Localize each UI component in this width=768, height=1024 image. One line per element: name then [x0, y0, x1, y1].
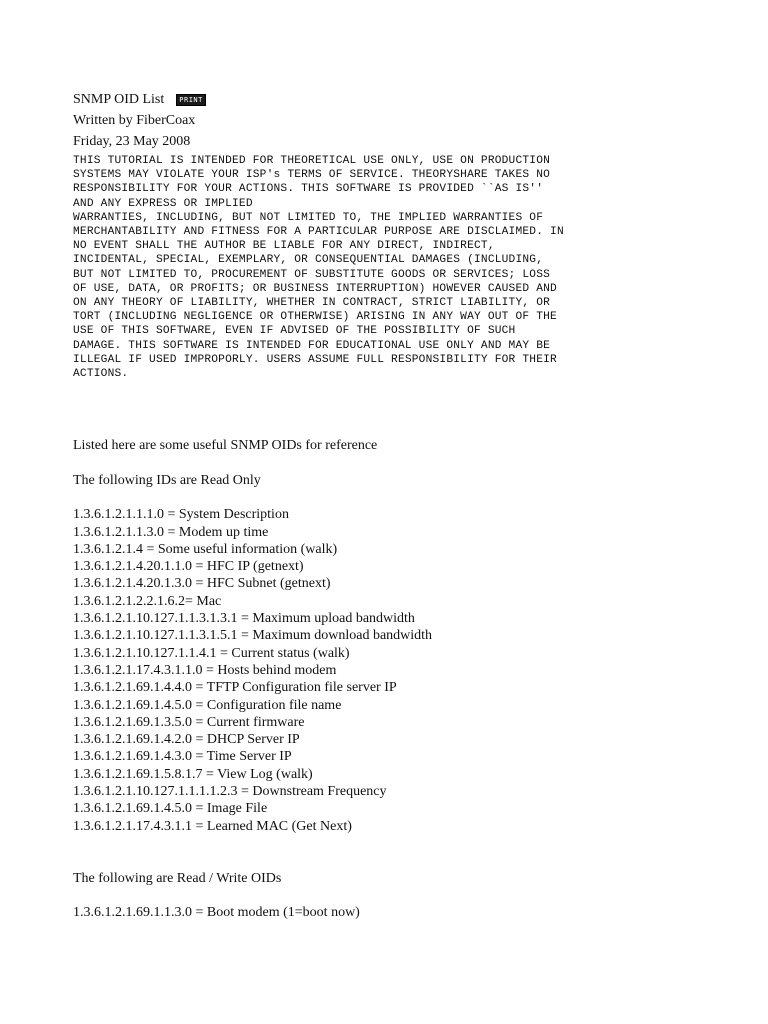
- oid-list-item: 1.3.6.1.2.1.2.2.1.6.2= Mac: [73, 593, 222, 609]
- read-only-oid-list: [73, 506, 633, 835]
- oid-list-item: 1.3.6.1.2.1.10.127.1.1.1.1.2.3 = Downstream Frequency: [73, 784, 387, 799]
- oid-list-item: 1.3.6.1.2.1.4.20.1.3.0 = HFC Subnet (getnext): [73, 576, 331, 592]
- oid-list-item: 1.3.6.1.2.1.69.1.4.5.0 = Image File: [73, 801, 268, 817]
- oid-list-item: 1.3.6.1.2.1.69.1.4.4.0 = TFTP Configuration file server IP: [73, 680, 397, 696]
- document-page: [73, 90, 633, 921]
- oid-list-item: 1.3.6.1.2.1.69.1.3.5.0 = Current firmware: [73, 714, 305, 730]
- print-icon[interactable]: PRINT: [176, 94, 206, 106]
- read-write-oid-list: [73, 904, 633, 921]
- author-line: Written by FiberCoax: [73, 113, 196, 128]
- oid-list-item: 1.3.6.1.2.1.69.1.4.3.0 = Time Server IP: [73, 749, 292, 765]
- title-row: [73, 90, 633, 110]
- oid-list-item: 1.3.6.1.2.1.1.3.0 = Modem up time: [73, 524, 269, 540]
- oid-list-item: 1.3.6.1.2.1.10.127.1.1.4.1 = Current status (walk): [73, 645, 350, 661]
- oid-list-item: 1.3.6.1.2.1.17.4.3.1.1.0 = Hosts behind modem: [73, 662, 337, 678]
- oid-list-item: 1.3.6.1.2.1.69.1.5.8.1.7 = View Log (walk): [73, 766, 313, 782]
- spacer: [73, 381, 633, 436]
- oid-list-item: 1.3.6.1.2.1.1.1.0 = System Description: [73, 507, 289, 523]
- oid-list-item: 1.3.6.1.2.1.4.20.1.1.0 = HFC IP (getnext): [73, 559, 304, 575]
- spacer: [73, 456, 633, 471]
- spacer: [73, 889, 633, 904]
- oid-list-item: 1.3.6.1.2.1.69.1.4.2.0 = DHCP Server IP: [73, 732, 300, 748]
- page-title: SNMP OID List: [73, 92, 165, 107]
- disclaimer-text: THIS TUTORIAL IS INTENDED FOR THEORETICAL USE ONLY, USE ON PRODUCTION SYSTEMS MAY VIOLATE YOUR ISP's TERMS OF SERVICE. THEORYSHARE TAKES NO RESPONSIBILITY FOR YOUR ACTIONS. THIS SOFTWARE IS PROVIDED ``AS IS'' AND ANY EXPRESS OR IMPLIED WARRANTIES, INCLUDING, BUT NOT LIMITED TO, THE IMPLIED WARRANTIES OF MERCHANTABILITY AND FITNESS FOR A PARTICULAR PURPOSE ARE DISCLAIMED. IN NO EVENT SHALL THE AUTHOR BE LIABLE FOR ANY DIRECT, INDIRECT, INCIDENTAL, SPECIAL, EXEMPLARY, OR CONSEQUENTIAL DAMAGES (INCLUDING, BUT NOT LIMITED TO, PROCUREMENT OF SUBSTITUTE GOODS OR SERVICES; LOSS OF USE, DATA, OR PROFITS; OR BUSINESS INTERRUPTION) HOWEVER CAUSED AND ON ANY THEORY OF LIABILITY, WHETHER IN CONTRACT, STRICT LIABILITY, OR TORT (INCLUDING NEGLIGENCE OR OTHERWISE) ARISING IN ANY WAY OUT OF THE USE OF THIS SOFTWARE, EVEN IF ADVISED OF THE POSSIBILITY OF SUCH DAMAGE. THIS SOFTWARE IS INTENDED FOR EDUCATIONAL USE ONLY AND MAY BE ILLEGAL IF USED IMPROPORLY. USERS ASSUME FULL RESPONSIBILITY FOR THEIR ACTIONS.: [73, 155, 564, 381]
- intro-text: Listed here are some useful SNMP OIDs for reference: [73, 438, 378, 454]
- oid-list-item: 1.3.6.1.2.1.69.1.1.3.0 = Boot modem (1=boot now): [73, 904, 360, 920]
- oid-list-item: 1.3.6.1.2.1.4 = Some useful information (walk): [73, 541, 338, 557]
- oid-list-item: 1.3.6.1.2.1.17.4.3.1.1 = Learned MAC (Get Next): [73, 818, 352, 834]
- spacer: [73, 835, 633, 869]
- oid-list-item: 1.3.6.1.2.1.10.127.1.1.3.1.5.1 = Maximum download bandwidth: [73, 628, 433, 644]
- spacer: [73, 491, 633, 506]
- read-only-heading: The following IDs are Read Only: [73, 473, 261, 489]
- oid-list-item: 1.3.6.1.2.1.10.127.1.1.3.1.3.1 = Maximum upload bandwidth: [73, 611, 415, 627]
- date-line: Friday, 23 May 2008: [73, 134, 191, 149]
- read-write-heading: The following are Read / Write OIDs: [73, 870, 282, 886]
- oid-list-item: 1.3.6.1.2.1.69.1.4.5.0 = Configuration file name: [73, 697, 342, 713]
